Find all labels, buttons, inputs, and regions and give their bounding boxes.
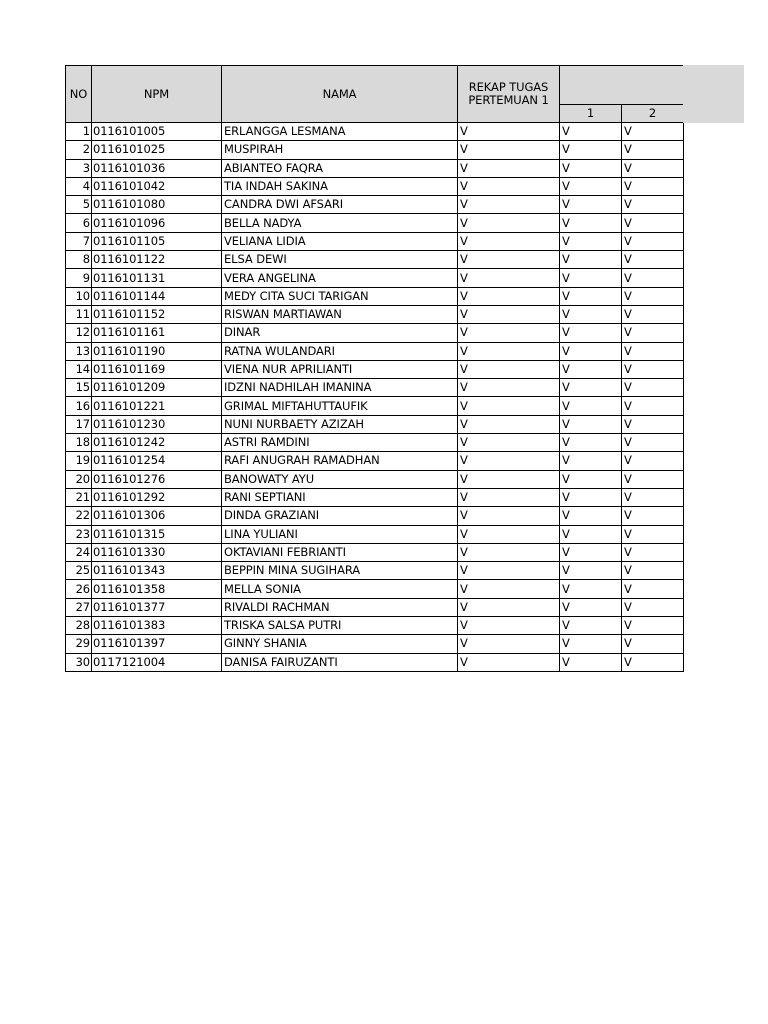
row-check-1-cell: V	[560, 342, 622, 360]
row-rekap-cell: V	[458, 196, 560, 214]
row-check-1-cell: V	[560, 580, 622, 598]
row-check-2-cell: V	[622, 123, 684, 141]
row-rekap-cell: V	[458, 305, 560, 323]
table-row	[66, 159, 684, 177]
table-row	[66, 543, 684, 561]
row-rekap-cell: V	[458, 251, 560, 269]
row-nama-cell: DANISA FAIRUZANTI	[222, 653, 458, 671]
row-check-1-cell: V	[560, 214, 622, 232]
row-no-cell: 22	[66, 507, 92, 525]
row-no-cell: 4	[66, 177, 92, 195]
row-no-cell: 14	[66, 360, 92, 378]
row-no-cell: 30	[66, 653, 92, 671]
row-check-1-cell: V	[560, 598, 622, 616]
table-row	[66, 580, 684, 598]
row-check-2-cell: V	[622, 397, 684, 415]
row-check-2-cell: V	[622, 507, 684, 525]
row-no-cell: 5	[66, 196, 92, 214]
row-check-1-cell: V	[560, 434, 622, 452]
table-row	[66, 434, 684, 452]
row-check-2-cell: V	[622, 470, 684, 488]
table-row	[66, 141, 684, 159]
row-check-1-cell: V	[560, 141, 622, 159]
row-rekap-cell: V	[458, 488, 560, 506]
header-rekap-line1: REKAP TUGAS	[468, 80, 549, 94]
row-nama-cell: VERA ANGELINA	[222, 269, 458, 287]
header-rekap-line2: PERTEMUAN 1	[468, 93, 549, 107]
row-rekap-cell: V	[458, 415, 560, 433]
row-nama-cell: ERLANGGA LESMANA	[222, 123, 458, 141]
row-nama-cell: IDZNI NADHILAH IMANINA	[222, 379, 458, 397]
row-npm-cell: 0116101358	[92, 580, 222, 598]
row-no-cell: 15	[66, 379, 92, 397]
row-check-1-cell: V	[560, 269, 622, 287]
header-row	[66, 66, 684, 105]
row-no-cell: 2	[66, 141, 92, 159]
table-row	[66, 379, 684, 397]
row-check-2-cell: V	[622, 251, 684, 269]
table-row	[66, 635, 684, 653]
row-npm-cell: 0116101242	[92, 434, 222, 452]
table-row	[66, 598, 684, 616]
row-nama-cell: ABIANTEO FAQRA	[222, 159, 458, 177]
row-nama-cell: MEDY CITA SUCI TARIGAN	[222, 287, 458, 305]
row-check-1-cell: V	[560, 196, 622, 214]
row-no-cell: 11	[66, 305, 92, 323]
row-nama-cell: ELSA DEWI	[222, 251, 458, 269]
row-nama-cell: ASTRI RAMDINI	[222, 434, 458, 452]
row-npm-cell: 0116101080	[92, 196, 222, 214]
row-check-1-cell: V	[560, 635, 622, 653]
row-rekap-cell: V	[458, 562, 560, 580]
row-nama-cell: NUNI NURBAETY AZIZAH	[222, 415, 458, 433]
row-nama-cell: VIENA NUR APRILIANTI	[222, 360, 458, 378]
row-no-cell: 25	[66, 562, 92, 580]
row-check-1-cell: V	[560, 159, 622, 177]
table-row	[66, 287, 684, 305]
row-check-1-cell: V	[560, 653, 622, 671]
row-check-2-cell: V	[622, 562, 684, 580]
table-row	[66, 177, 684, 195]
row-no-cell: 18	[66, 434, 92, 452]
row-npm-cell: 0116101169	[92, 360, 222, 378]
header-no: NO	[66, 66, 92, 123]
table-row	[66, 251, 684, 269]
row-rekap-cell: V	[458, 397, 560, 415]
row-no-cell: 23	[66, 525, 92, 543]
header-rekap-tugas	[458, 66, 560, 123]
table-row	[66, 653, 684, 671]
row-npm-cell: 0116101292	[92, 488, 222, 506]
header-gray-extension	[683, 65, 744, 123]
table-row	[66, 214, 684, 232]
row-npm-cell: 0116101343	[92, 562, 222, 580]
row-check-2-cell: V	[622, 305, 684, 323]
row-nama-cell: LINA YULIANI	[222, 525, 458, 543]
row-check-2-cell: V	[622, 525, 684, 543]
row-npm-cell: 0116101330	[92, 543, 222, 561]
row-npm-cell: 0116101144	[92, 287, 222, 305]
table-row	[66, 232, 684, 250]
row-npm-cell: 0116101005	[92, 123, 222, 141]
row-no-cell: 24	[66, 543, 92, 561]
row-rekap-cell: V	[458, 470, 560, 488]
row-nama-cell: MELLA SONIA	[222, 580, 458, 598]
row-nama-cell: CANDRA DWI AFSARI	[222, 196, 458, 214]
row-no-cell: 12	[66, 324, 92, 342]
row-nama-cell: RISWAN MARTIAWAN	[222, 305, 458, 323]
row-npm-cell: 0116101042	[92, 177, 222, 195]
row-check-1-cell: V	[560, 562, 622, 580]
row-npm-cell: 0116101190	[92, 342, 222, 360]
row-nama-cell: OKTAVIANI FEBRIANTI	[222, 543, 458, 561]
row-nama-cell: TIA INDAH SAKINA	[222, 177, 458, 195]
row-check-2-cell: V	[622, 196, 684, 214]
table-row	[66, 525, 684, 543]
table-row	[66, 488, 684, 506]
row-rekap-cell: V	[458, 141, 560, 159]
row-npm-cell: 0117121004	[92, 653, 222, 671]
table-row	[66, 324, 684, 342]
row-nama-cell: BEPPIN MINA SUGIHARA	[222, 562, 458, 580]
row-check-1-cell: V	[560, 123, 622, 141]
row-npm-cell: 0116101377	[92, 598, 222, 616]
row-rekap-cell: V	[458, 525, 560, 543]
row-nama-cell: BELLA NADYA	[222, 214, 458, 232]
row-no-cell: 9	[66, 269, 92, 287]
row-npm-cell: 0116101254	[92, 452, 222, 470]
row-check-1-cell: V	[560, 305, 622, 323]
row-rekap-cell: V	[458, 635, 560, 653]
row-no-cell: 28	[66, 617, 92, 635]
row-check-2-cell: V	[622, 214, 684, 232]
row-check-1-cell: V	[560, 287, 622, 305]
row-nama-cell: DINAR	[222, 324, 458, 342]
row-nama-cell: RIVALDI RACHMAN	[222, 598, 458, 616]
table-row	[66, 305, 684, 323]
row-npm-cell: 0116101161	[92, 324, 222, 342]
row-npm-cell: 0116101152	[92, 305, 222, 323]
row-npm-cell: 0116101397	[92, 635, 222, 653]
row-rekap-cell: V	[458, 269, 560, 287]
row-check-1-cell: V	[560, 397, 622, 415]
row-rekap-cell: V	[458, 232, 560, 250]
row-check-1-cell: V	[560, 507, 622, 525]
row-no-cell: 7	[66, 232, 92, 250]
row-rekap-cell: V	[458, 598, 560, 616]
row-no-cell: 16	[66, 397, 92, 415]
table-row	[66, 617, 684, 635]
row-no-cell: 21	[66, 488, 92, 506]
row-nama-cell: RATNA WULANDARI	[222, 342, 458, 360]
row-check-1-cell: V	[560, 232, 622, 250]
row-rekap-cell: V	[458, 653, 560, 671]
row-nama-cell: BANOWATY AYU	[222, 470, 458, 488]
row-no-cell: 6	[66, 214, 92, 232]
row-rekap-cell: V	[458, 580, 560, 598]
table-row	[66, 507, 684, 525]
row-rekap-cell: V	[458, 177, 560, 195]
row-check-2-cell: V	[622, 159, 684, 177]
attendance-table	[65, 65, 684, 672]
row-nama-cell: RAFI ANUGRAH RAMADHAN	[222, 452, 458, 470]
row-npm-cell: 0116101230	[92, 415, 222, 433]
row-check-2-cell: V	[622, 617, 684, 635]
row-check-1-cell: V	[560, 324, 622, 342]
row-no-cell: 1	[66, 123, 92, 141]
table-row	[66, 397, 684, 415]
row-rekap-cell: V	[458, 159, 560, 177]
header-group-blank	[560, 66, 684, 105]
row-check-1-cell: V	[560, 488, 622, 506]
row-no-cell: 19	[66, 452, 92, 470]
row-check-2-cell: V	[622, 543, 684, 561]
row-check-2-cell: V	[622, 653, 684, 671]
row-nama-cell: DINDA GRAZIANI	[222, 507, 458, 525]
row-no-cell: 10	[66, 287, 92, 305]
row-npm-cell: 0116101025	[92, 141, 222, 159]
row-rekap-cell: V	[458, 287, 560, 305]
row-check-1-cell: V	[560, 415, 622, 433]
table-row	[66, 562, 684, 580]
row-check-1-cell: V	[560, 251, 622, 269]
row-check-2-cell: V	[622, 488, 684, 506]
row-check-2-cell: V	[622, 177, 684, 195]
row-check-2-cell: V	[622, 287, 684, 305]
row-no-cell: 17	[66, 415, 92, 433]
row-rekap-cell: V	[458, 379, 560, 397]
row-npm-cell: 0116101276	[92, 470, 222, 488]
row-rekap-cell: V	[458, 123, 560, 141]
row-npm-cell: 0116101122	[92, 251, 222, 269]
row-npm-cell: 0116101383	[92, 617, 222, 635]
table-row	[66, 360, 684, 378]
row-npm-cell: 0116101131	[92, 269, 222, 287]
row-no-cell: 29	[66, 635, 92, 653]
row-rekap-cell: V	[458, 324, 560, 342]
row-check-2-cell: V	[622, 232, 684, 250]
row-check-1-cell: V	[560, 470, 622, 488]
attendance-sheet	[65, 65, 684, 672]
table-row	[66, 196, 684, 214]
row-check-2-cell: V	[622, 324, 684, 342]
row-check-1-cell: V	[560, 360, 622, 378]
table-row	[66, 123, 684, 141]
row-check-2-cell: V	[622, 141, 684, 159]
row-npm-cell: 0116101315	[92, 525, 222, 543]
row-npm-cell: 0116101036	[92, 159, 222, 177]
row-npm-cell: 0116101209	[92, 379, 222, 397]
row-check-2-cell: V	[622, 434, 684, 452]
table-row	[66, 470, 684, 488]
table-row	[66, 452, 684, 470]
header-npm: NPM	[92, 66, 222, 123]
row-check-2-cell: V	[622, 269, 684, 287]
row-rekap-cell: V	[458, 214, 560, 232]
row-nama-cell: GRIMAL MIFTAHUTTAUFIK	[222, 397, 458, 415]
row-check-1-cell: V	[560, 543, 622, 561]
row-rekap-cell: V	[458, 360, 560, 378]
row-check-2-cell: V	[622, 415, 684, 433]
row-check-2-cell: V	[622, 342, 684, 360]
row-check-2-cell: V	[622, 452, 684, 470]
row-check-1-cell: V	[560, 617, 622, 635]
row-rekap-cell: V	[458, 543, 560, 561]
row-no-cell: 13	[66, 342, 92, 360]
row-check-1-cell: V	[560, 452, 622, 470]
row-nama-cell: TRISKA SALSA PUTRI	[222, 617, 458, 635]
row-no-cell: 8	[66, 251, 92, 269]
header-nama: NAMA	[222, 66, 458, 123]
row-rekap-cell: V	[458, 452, 560, 470]
row-check-2-cell: V	[622, 598, 684, 616]
row-npm-cell: 0116101306	[92, 507, 222, 525]
table-row	[66, 342, 684, 360]
row-no-cell: 26	[66, 580, 92, 598]
row-check-2-cell: V	[622, 635, 684, 653]
row-rekap-cell: V	[458, 434, 560, 452]
row-no-cell: 27	[66, 598, 92, 616]
table-row	[66, 269, 684, 287]
row-nama-cell: RANI SEPTIANI	[222, 488, 458, 506]
subheader-col-2: 2	[622, 105, 684, 123]
row-npm-cell: 0116101096	[92, 214, 222, 232]
row-nama-cell: MUSPIRAH	[222, 141, 458, 159]
row-check-2-cell: V	[622, 580, 684, 598]
row-check-1-cell: V	[560, 379, 622, 397]
row-check-2-cell: V	[622, 360, 684, 378]
subheader-col-1: 1	[560, 105, 622, 123]
row-no-cell: 3	[66, 159, 92, 177]
row-npm-cell: 0116101221	[92, 397, 222, 415]
row-check-2-cell: V	[622, 379, 684, 397]
table-row	[66, 415, 684, 433]
row-check-1-cell: V	[560, 177, 622, 195]
row-rekap-cell: V	[458, 507, 560, 525]
row-check-1-cell: V	[560, 525, 622, 543]
row-nama-cell: GINNY SHANIA	[222, 635, 458, 653]
row-rekap-cell: V	[458, 342, 560, 360]
row-no-cell: 20	[66, 470, 92, 488]
row-nama-cell: VELIANA LIDIA	[222, 232, 458, 250]
row-rekap-cell: V	[458, 617, 560, 635]
row-npm-cell: 0116101105	[92, 232, 222, 250]
